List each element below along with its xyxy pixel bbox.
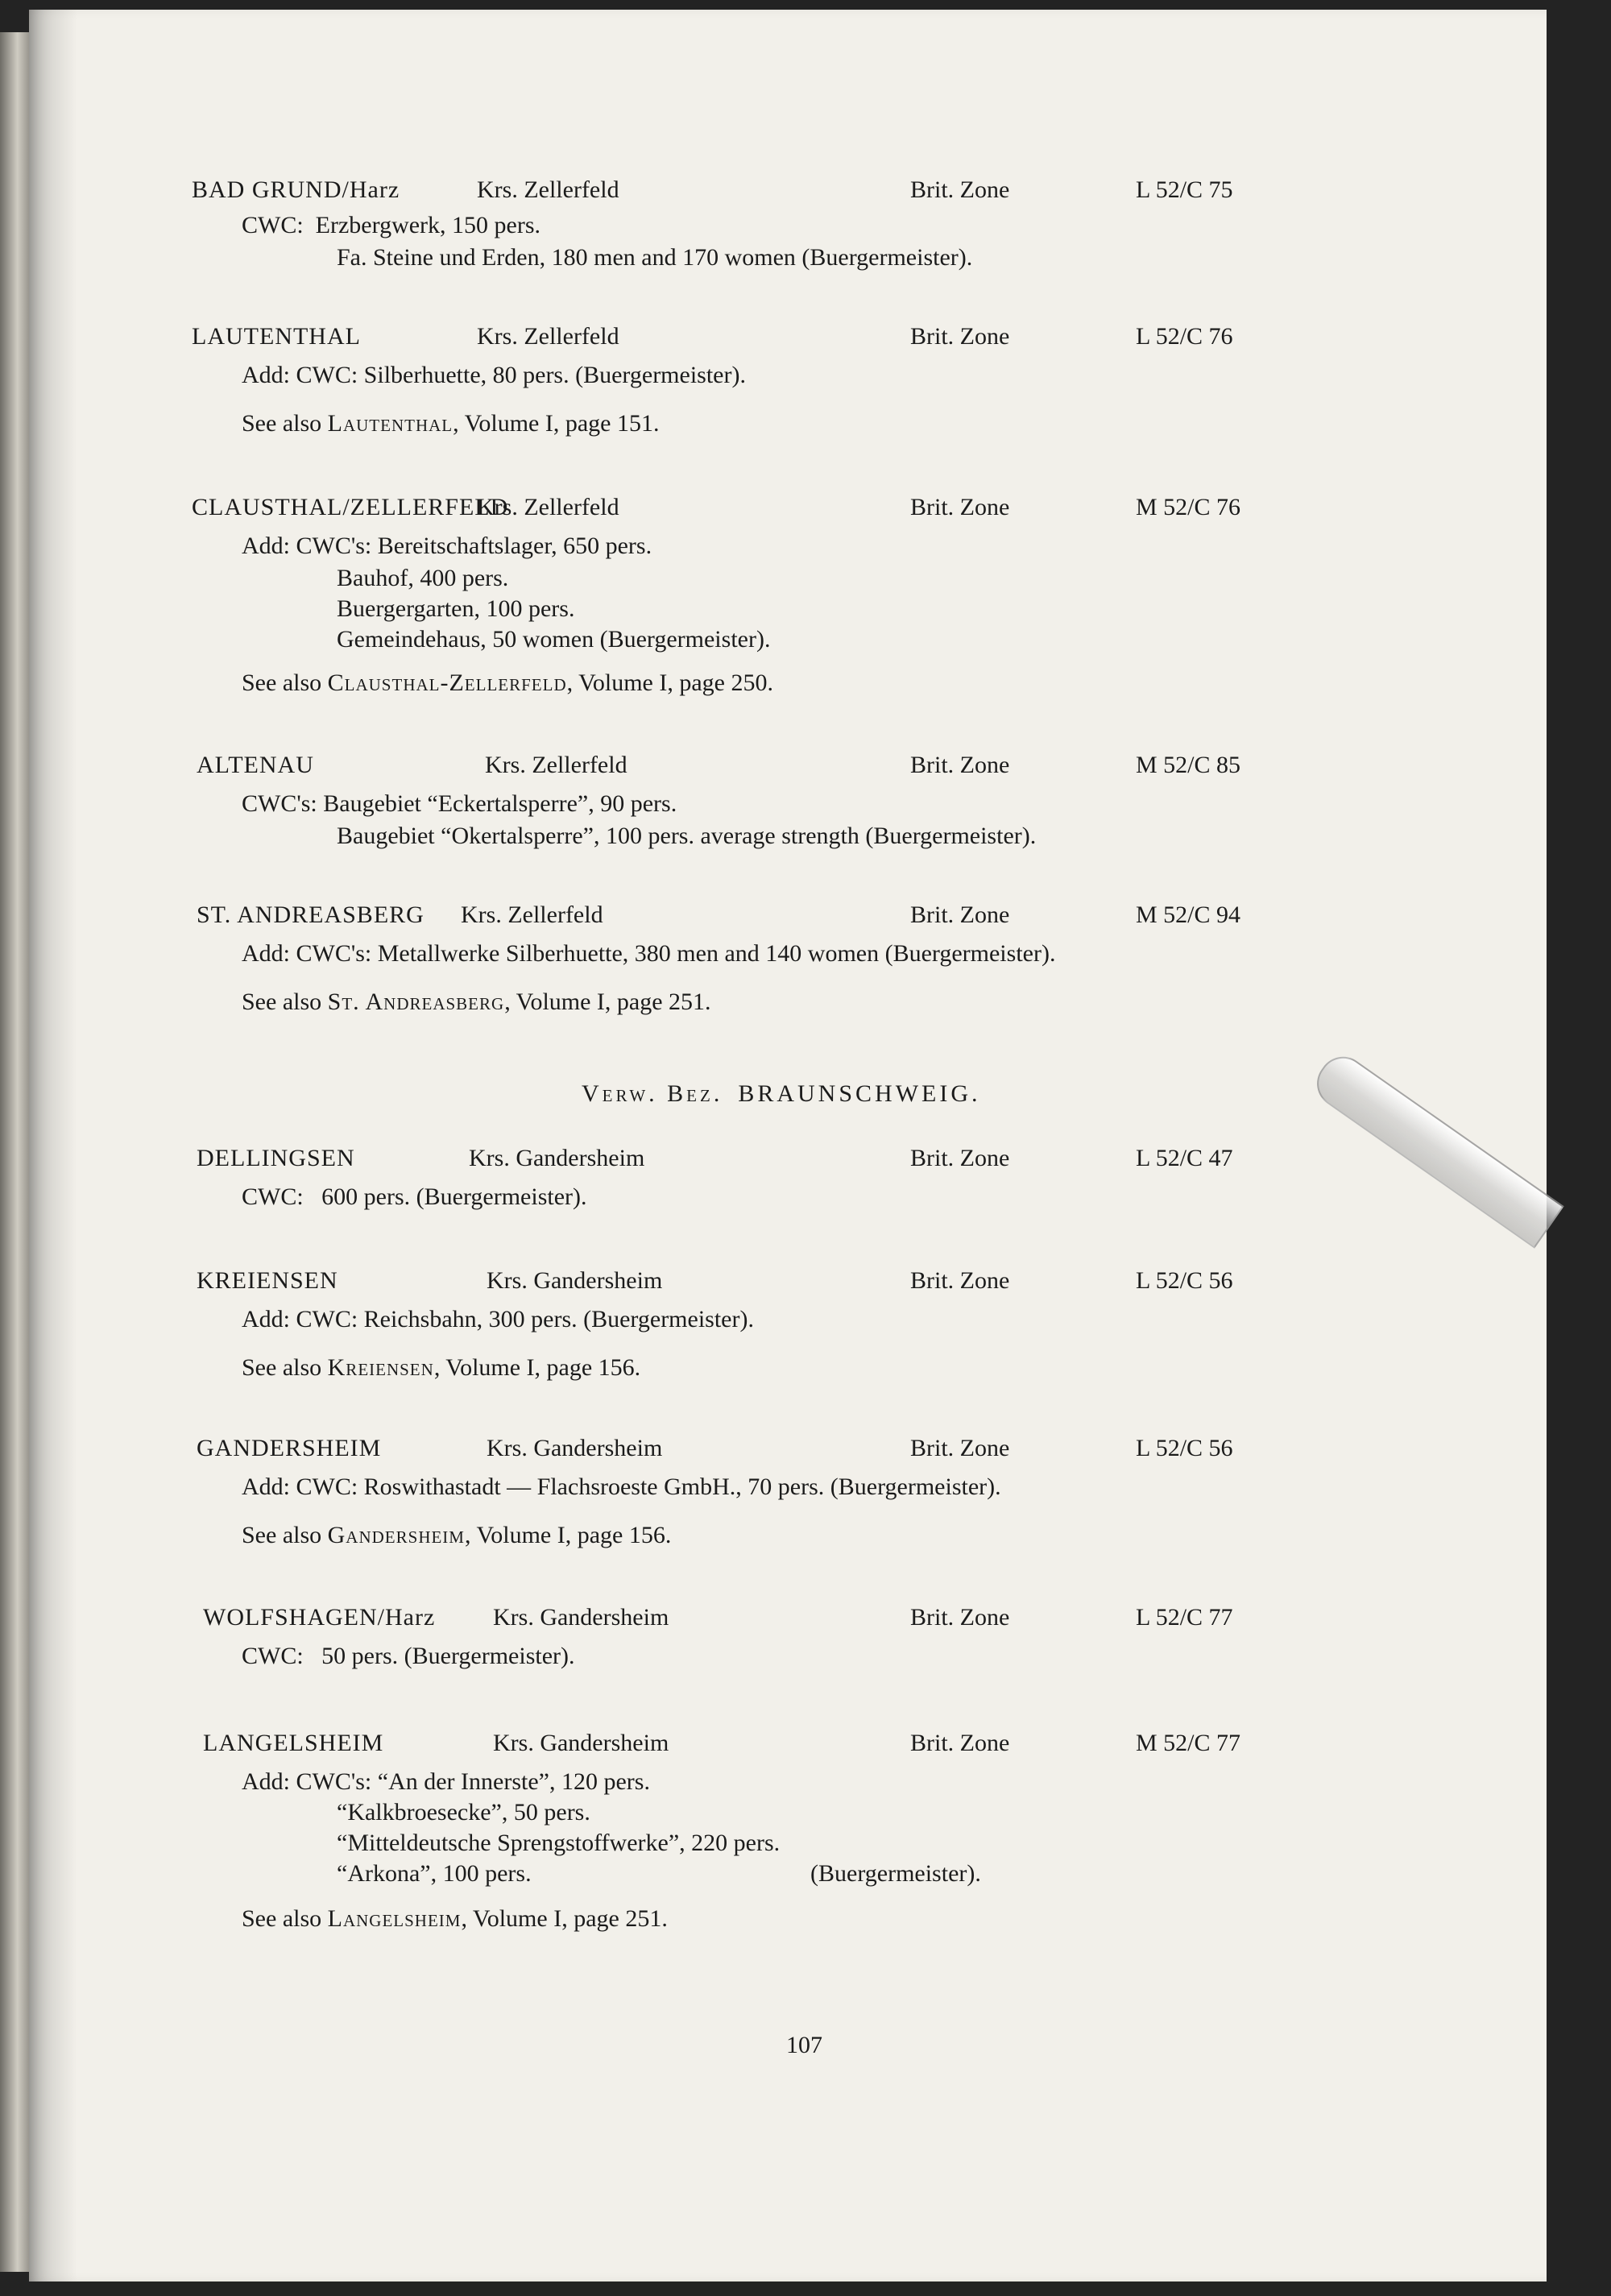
entry-detail-line: CWC: 600 pers. (Buergermeister). <box>242 1183 587 1210</box>
entry-detail-line: (Buergermeister). <box>810 1860 981 1887</box>
document-page <box>29 10 1547 2281</box>
entry-detail-line: Add: CWC's: Metallwerke Silberhuette, 380 men and 140 women (Buergermeister). <box>242 940 1056 967</box>
entry-detail-line: Baugebiet “Okertalsperre”, 100 pers. average strength (Buergermeister). <box>337 823 1037 849</box>
entry-detail-line: “Mitteldeutsche Sprengstoffwerke”, 220 pers. <box>337 1830 781 1856</box>
entry-detail-line: Add: CWC's: “An der Innerste”, 120 pers. <box>242 1768 650 1795</box>
entry-zone: Brit. Zone <box>910 752 1010 778</box>
entry-detail-line: Gemeindehaus, 50 women (Buergermeister). <box>337 626 771 653</box>
entry-place-name: GANDERSHEIM <box>197 1435 382 1461</box>
entry-zone: Brit. Zone <box>910 1604 1010 1631</box>
see-also-reference: See also Gandersheim, Volume I, page 156. <box>242 1522 672 1548</box>
entry-zone: Brit. Zone <box>910 323 1010 350</box>
see-also-reference: See also Langelsheim, Volume I, page 251. <box>242 1905 668 1932</box>
entry-district: Krs. Gandersheim <box>493 1730 669 1756</box>
entry-district: Krs. Zellerfeld <box>477 176 619 203</box>
entry-place-name: CLAUSTHAL/ZELLERFELD <box>192 494 509 520</box>
entry-grid-reference: L 52/C 76 <box>1136 323 1233 350</box>
entry-place-name: WOLFSHAGEN/Harz <box>203 1604 436 1631</box>
entry-district: Krs. Gandersheim <box>493 1604 669 1631</box>
see-also-reference: See also Kreiensen, Volume I, page 156. <box>242 1354 641 1381</box>
entry-grid-reference: L 52/C 75 <box>1136 176 1233 203</box>
entry-place-name: KREIENSEN <box>197 1267 338 1294</box>
entry-district: Krs. Zellerfeld <box>461 901 603 928</box>
entry-zone: Brit. Zone <box>910 1435 1010 1461</box>
entry-detail-line: Add: CWC's: Bereitschaftslager, 650 pers. <box>242 533 652 559</box>
entry-district: Krs. Zellerfeld <box>477 323 619 350</box>
section-heading: Verw. Bez. BRAUNSCHWEIG. <box>582 1080 981 1107</box>
entry-district: Krs. Gandersheim <box>487 1435 663 1461</box>
entry-place-name: ALTENAU <box>197 752 314 778</box>
entry-place-name: LANGELSHEIM <box>203 1730 384 1756</box>
entry-detail-line: CWC: Erzbergwerk, 150 pers. <box>242 212 541 238</box>
entry-grid-reference: L 52/C 56 <box>1136 1435 1233 1461</box>
entry-district: Krs. Gandersheim <box>487 1267 663 1294</box>
entry-detail-line: Add: CWC: Reichsbahn, 300 pers. (Buergermeister). <box>242 1306 754 1332</box>
entry-zone: Brit. Zone <box>910 1730 1010 1756</box>
entry-zone: Brit. Zone <box>910 1267 1010 1294</box>
entry-place-name: ST. ANDREASBERG <box>197 901 424 928</box>
entry-grid-reference: M 52/C 76 <box>1136 494 1241 520</box>
entry-zone: Brit. Zone <box>910 901 1010 928</box>
entry-zone: Brit. Zone <box>910 494 1010 520</box>
entry-grid-reference: M 52/C 85 <box>1136 752 1241 778</box>
entry-detail-line: Buergergarten, 100 pers. <box>337 595 575 622</box>
entry-district: Krs. Gandersheim <box>469 1145 645 1171</box>
entry-grid-reference: L 52/C 56 <box>1136 1267 1233 1294</box>
entry-grid-reference: M 52/C 77 <box>1136 1730 1241 1756</box>
see-also-reference: See also Lautenthal, Volume I, page 151. <box>242 410 660 437</box>
entry-place-name: DELLINGSEN <box>197 1145 355 1171</box>
see-also-reference: See also Clausthal-Zellerfeld, Volume I, page 250. <box>242 669 773 696</box>
entry-zone: Brit. Zone <box>910 176 1010 203</box>
entry-detail-line: CWC: 50 pers. (Buergermeister). <box>242 1643 575 1669</box>
entry-place-name: BAD GRUND/Harz <box>192 176 400 203</box>
entry-detail-line: “Arkona”, 100 pers. <box>337 1860 532 1887</box>
entry-district: Krs. Zellerfeld <box>477 494 619 520</box>
entry-detail-line: Bauhof, 400 pers. <box>337 565 509 591</box>
entry-grid-reference: M 52/C 94 <box>1136 901 1241 928</box>
entry-district: Krs. Zellerfeld <box>485 752 627 778</box>
facing-page-edge <box>0 32 29 2272</box>
entry-detail-line: “Kalkbroesecke”, 50 pers. <box>337 1799 590 1826</box>
entry-zone: Brit. Zone <box>910 1145 1010 1171</box>
see-also-reference: See also St. Andreasberg, Volume I, page 251. <box>242 988 711 1015</box>
entry-detail-line: CWC's: Baugebiet “Eckertalsperre”, 90 pers. <box>242 790 677 817</box>
entry-place-name: LAUTENTHAL <box>192 323 361 350</box>
entry-detail-line: Fa. Steine und Erden, 180 men and 170 women (Buergermeister). <box>337 244 973 271</box>
entry-detail-line: Add: CWC: Silberhuette, 80 pers. (Buergermeister). <box>242 362 746 388</box>
entry-grid-reference: L 52/C 77 <box>1136 1604 1233 1631</box>
entry-grid-reference: L 52/C 47 <box>1136 1145 1233 1171</box>
entry-detail-line: Add: CWC: Roswithastadt — Flachsroeste GmbH., 70 pers. (Buergermeister). <box>242 1473 1001 1500</box>
page-number: 107 <box>786 2032 822 2058</box>
